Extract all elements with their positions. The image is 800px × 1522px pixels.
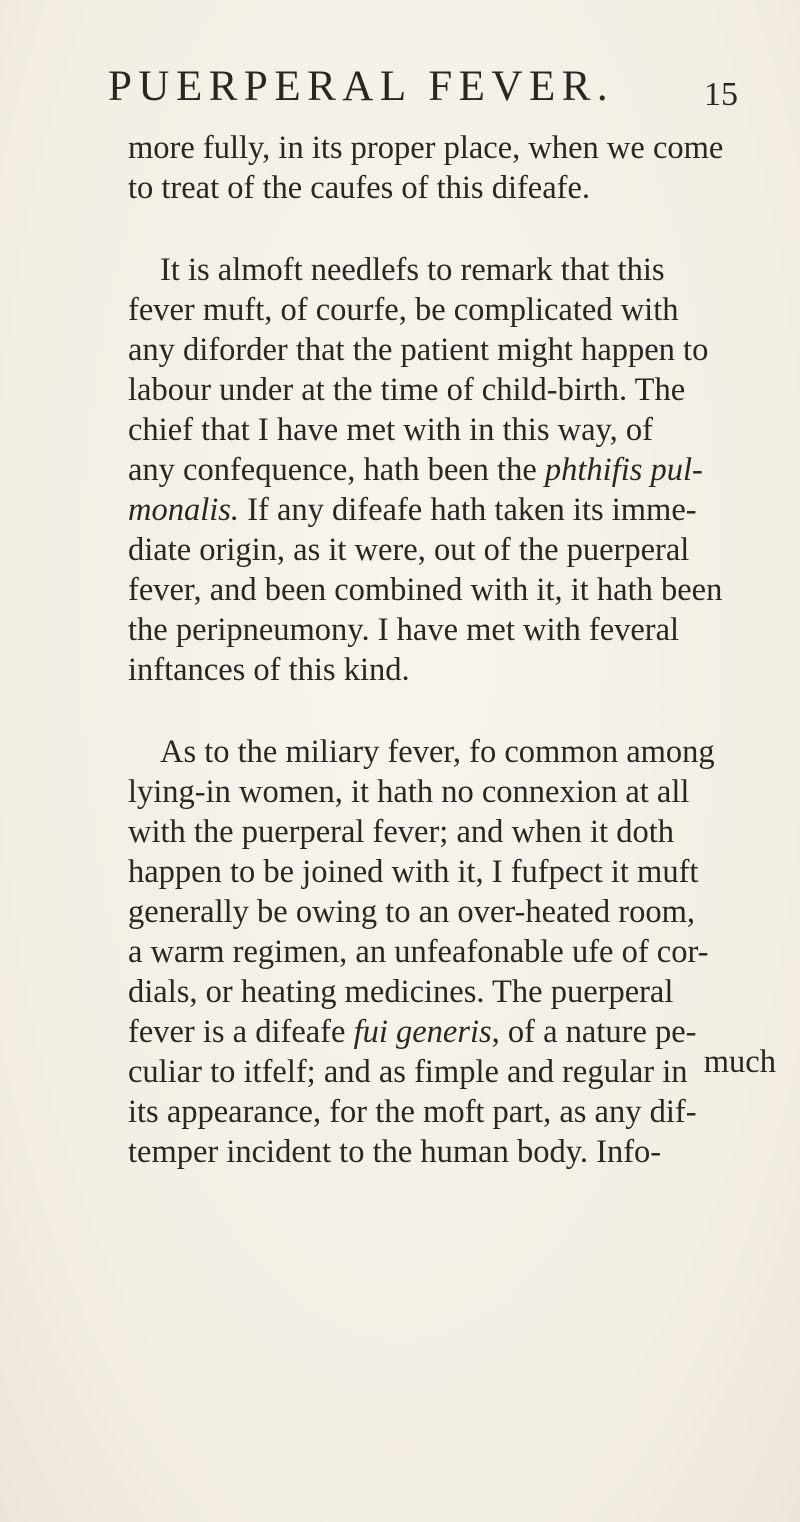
catchword: much — [703, 1044, 776, 1080]
text-line: lying-in women, it hath no connexion at all — [128, 774, 690, 810]
text-line: happen to be joined with it, I fufpect it muft — [128, 854, 699, 890]
page-number: 15 — [704, 76, 738, 113]
text-line: labour under at the time of child-birth. The — [128, 372, 686, 408]
text-line — [128, 490, 697, 530]
text-line: with the puerperal fever; and when it doth — [128, 814, 674, 850]
text-line: diate origin, as it were, out of the puerperal — [128, 532, 690, 568]
text-line: any diforder that the patient might happen to — [128, 332, 709, 368]
latin-term: monalis. — [128, 492, 240, 528]
text-span: , of a nature pe- — [491, 1014, 697, 1050]
text-line: dials, or heating medicines. The puerperal — [128, 974, 674, 1010]
latin-term: phthifis pul- — [544, 452, 703, 488]
text-line: As to the miliary fever, fo common among — [160, 734, 715, 770]
text-line: It is almoft needlefs to remark that this — [160, 252, 665, 288]
text-line: temper incident to the human body. Info- — [128, 1134, 662, 1170]
text-span: any confequence, hath been the — [128, 452, 537, 488]
running-head-title: PUERPERAL FEVER. — [108, 63, 615, 110]
text-line: fever muft, of courfe, be complicated with — [128, 292, 679, 328]
text-line: to treat of the caufes of this difeafe. — [128, 170, 591, 206]
text-line: a warm regimen, an unfeafonable ufe of cor- — [128, 934, 709, 970]
text-span: fever is a difeafe — [128, 1014, 346, 1050]
text-line — [128, 450, 703, 490]
running-head — [108, 62, 748, 112]
text-line: the peripneumony. I have met with feveral — [128, 612, 680, 648]
latin-term: fui generis — [353, 1014, 492, 1050]
text-line: its appearance, for the moft part, as any dif- — [128, 1094, 697, 1130]
text-line: culiar to itfelf; and as fimple and regular in — [128, 1054, 688, 1090]
text-line: fever, and been combined with it, it hath been — [128, 572, 723, 608]
text-line: inftances of this kind. — [128, 652, 410, 688]
text-line: generally be owing to an over-heated room, — [128, 894, 695, 930]
text-line: more fully, in its proper place, when we come — [128, 130, 724, 166]
text-line — [128, 1012, 697, 1052]
text-span: If any difeafe hath taken its imme- — [247, 492, 697, 528]
text-line: chief that I have met with in this way, of — [128, 412, 653, 448]
